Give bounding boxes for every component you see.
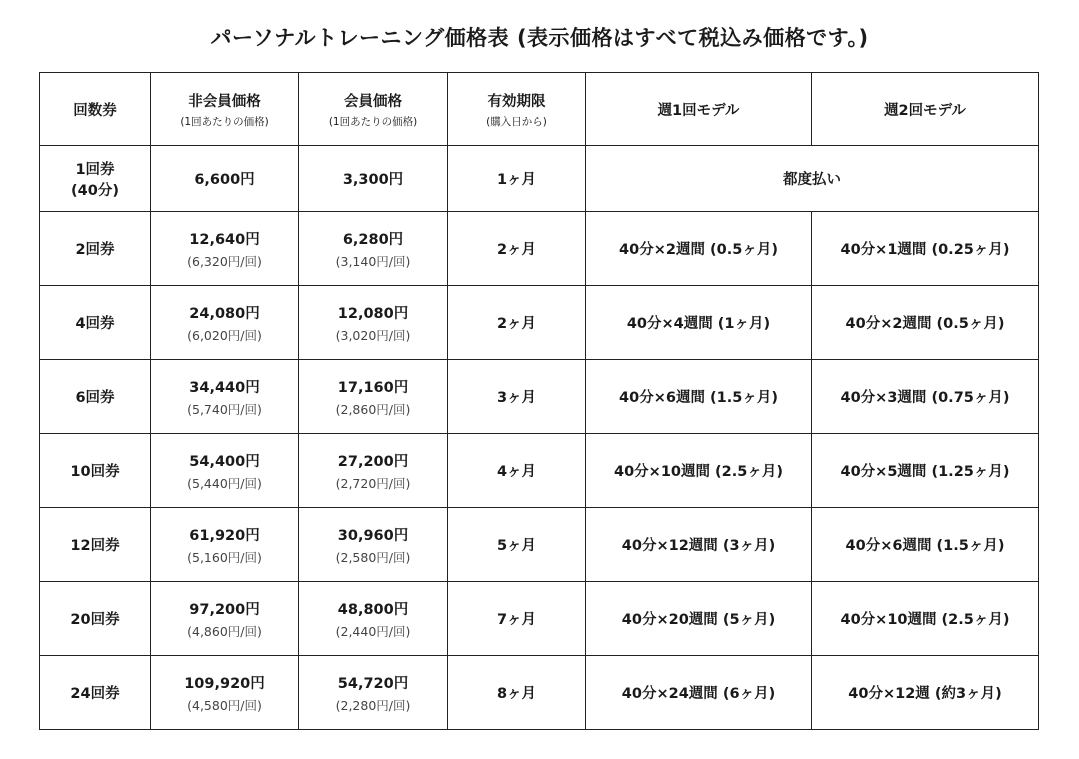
member-price: 3,300円 bbox=[299, 146, 448, 212]
table-row bbox=[40, 286, 1039, 360]
ticket-duration: (40分) bbox=[71, 182, 119, 199]
header-nonmember-label: 非会員価格 bbox=[188, 93, 261, 110]
validity: 7ヶ月 bbox=[448, 582, 586, 656]
weekly2-model: 40分×2週間 (0.5ヶ月) bbox=[812, 286, 1039, 360]
member-price: 6,280円 bbox=[342, 231, 404, 248]
weekly2-model: 40分×3週間 (0.75ヶ月) bbox=[812, 360, 1039, 434]
header-validity-label: 有効期限 bbox=[487, 93, 546, 110]
header-member bbox=[299, 73, 448, 146]
nonmember-price: 12,640円 bbox=[189, 231, 260, 248]
nonmember-price: 24,080円 bbox=[189, 305, 260, 322]
weekly1-model: 40分×12週間 (3ヶ月) bbox=[586, 508, 812, 582]
member-price-cell bbox=[299, 360, 448, 434]
validity: 2ヶ月 bbox=[448, 286, 586, 360]
weekly2-model: 40分×1週間 (0.25ヶ月) bbox=[812, 212, 1039, 286]
nonmember-price: 61,920円 bbox=[189, 527, 260, 544]
ticket-label: 1回券 bbox=[75, 161, 115, 178]
validity: 2ヶ月 bbox=[448, 212, 586, 286]
pay-per-visit: 都度払い bbox=[586, 146, 1039, 212]
member-price-cell bbox=[299, 508, 448, 582]
nonmember-per-session: (6,020円/回) bbox=[187, 327, 262, 343]
header-member-label: 会員価格 bbox=[344, 93, 402, 110]
weekly1-model: 40分×2週間 (0.5ヶ月) bbox=[586, 212, 812, 286]
header-weekly1: 週1回モデル bbox=[586, 73, 812, 146]
member-price-cell bbox=[299, 656, 448, 730]
member-price: 54,720円 bbox=[337, 675, 409, 692]
table-row bbox=[40, 434, 1039, 508]
member-per-session: (2,280円/回) bbox=[335, 697, 411, 713]
nonmember-price-cell bbox=[151, 508, 299, 582]
ticket-cell: 10回券 bbox=[40, 434, 151, 508]
header-nonmember bbox=[151, 73, 299, 146]
weekly2-model: 40分×5週間 (1.25ヶ月) bbox=[812, 434, 1039, 508]
nonmember-price: 97,200円 bbox=[189, 601, 260, 618]
header-row bbox=[40, 73, 1039, 146]
ticket-cell: 12回券 bbox=[40, 508, 151, 582]
table-row bbox=[40, 360, 1039, 434]
weekly1-model: 40分×20週間 (5ヶ月) bbox=[586, 582, 812, 656]
table-row bbox=[40, 656, 1039, 730]
ticket-cell: 6回券 bbox=[40, 360, 151, 434]
member-price-cell bbox=[299, 582, 448, 656]
price-table bbox=[39, 72, 1039, 730]
member-per-session: (2,580円/回) bbox=[335, 549, 411, 565]
nonmember-per-session: (4,860円/回) bbox=[187, 623, 262, 639]
table-row bbox=[40, 582, 1039, 656]
validity: 4ヶ月 bbox=[448, 434, 586, 508]
nonmember-price: 54,400円 bbox=[189, 453, 260, 470]
weekly1-model: 40分×4週間 (1ヶ月) bbox=[586, 286, 812, 360]
header-validity-sub: (購入日から) bbox=[486, 115, 547, 128]
nonmember-price: 34,440円 bbox=[189, 379, 260, 396]
weekly1-model: 40分×10週間 (2.5ヶ月) bbox=[586, 434, 812, 508]
header-weekly2: 週2回モデル bbox=[812, 73, 1039, 146]
validity: 5ヶ月 bbox=[448, 508, 586, 582]
member-price: 30,960円 bbox=[337, 527, 409, 544]
validity: 8ヶ月 bbox=[448, 656, 586, 730]
validity: 3ヶ月 bbox=[448, 360, 586, 434]
nonmember-per-session: (4,580円/回) bbox=[187, 697, 262, 713]
weekly1-model: 40分×6週間 (1.5ヶ月) bbox=[586, 360, 812, 434]
header-validity bbox=[448, 73, 586, 146]
ticket-cell: 2回券 bbox=[40, 212, 151, 286]
weekly2-model: 40分×10週間 (2.5ヶ月) bbox=[812, 582, 1039, 656]
table-row bbox=[40, 146, 1039, 212]
member-price-cell bbox=[299, 212, 448, 286]
nonmember-per-session: (5,440円/回) bbox=[187, 475, 262, 491]
nonmember-price-cell bbox=[151, 434, 299, 508]
header-tickets: 回数券 bbox=[40, 73, 151, 146]
ticket-cell: 4回券 bbox=[40, 286, 151, 360]
ticket-cell bbox=[40, 146, 151, 212]
member-per-session: (3,020円/回) bbox=[335, 327, 411, 343]
weekly2-model: 40分×12週 (約3ヶ月) bbox=[812, 656, 1039, 730]
header-member-sub: (1回あたりの価格) bbox=[328, 115, 418, 128]
nonmember-price-cell bbox=[151, 286, 299, 360]
validity: 1ヶ月 bbox=[448, 146, 586, 212]
member-per-session: (2,860円/回) bbox=[335, 401, 411, 417]
weekly1-model: 40分×24週間 (6ヶ月) bbox=[586, 656, 812, 730]
nonmember-price-cell bbox=[151, 582, 299, 656]
table-row bbox=[40, 212, 1039, 286]
nonmember-per-session: (6,320円/回) bbox=[187, 253, 262, 269]
header-nonmember-sub: (1回あたりの価格) bbox=[180, 115, 269, 128]
member-price: 17,160円 bbox=[337, 379, 409, 396]
member-price: 27,200円 bbox=[337, 453, 409, 470]
nonmember-price: 6,600円 bbox=[151, 146, 299, 212]
nonmember-price-cell bbox=[151, 360, 299, 434]
member-per-session: (3,140円/回) bbox=[335, 253, 411, 269]
ticket-cell: 24回券 bbox=[40, 656, 151, 730]
member-price-cell bbox=[299, 434, 448, 508]
member-per-session: (2,720円/回) bbox=[335, 475, 411, 491]
member-price: 12,080円 bbox=[337, 305, 409, 322]
weekly2-model: 40分×6週間 (1.5ヶ月) bbox=[812, 508, 1039, 582]
member-price: 48,800円 bbox=[337, 601, 409, 618]
page-title: パーソナルトレーニング価格表 (表示価格はすべて税込み価格です。) bbox=[210, 26, 869, 50]
nonmember-price-cell bbox=[151, 212, 299, 286]
nonmember-price-cell bbox=[151, 656, 299, 730]
member-per-session: (2,440円/回) bbox=[335, 623, 411, 639]
nonmember-per-session: (5,740円/回) bbox=[187, 401, 262, 417]
ticket-cell: 20回券 bbox=[40, 582, 151, 656]
nonmember-per-session: (5,160円/回) bbox=[187, 549, 262, 565]
table-row bbox=[40, 508, 1039, 582]
nonmember-price: 109,920円 bbox=[184, 675, 265, 692]
member-price-cell bbox=[299, 286, 448, 360]
